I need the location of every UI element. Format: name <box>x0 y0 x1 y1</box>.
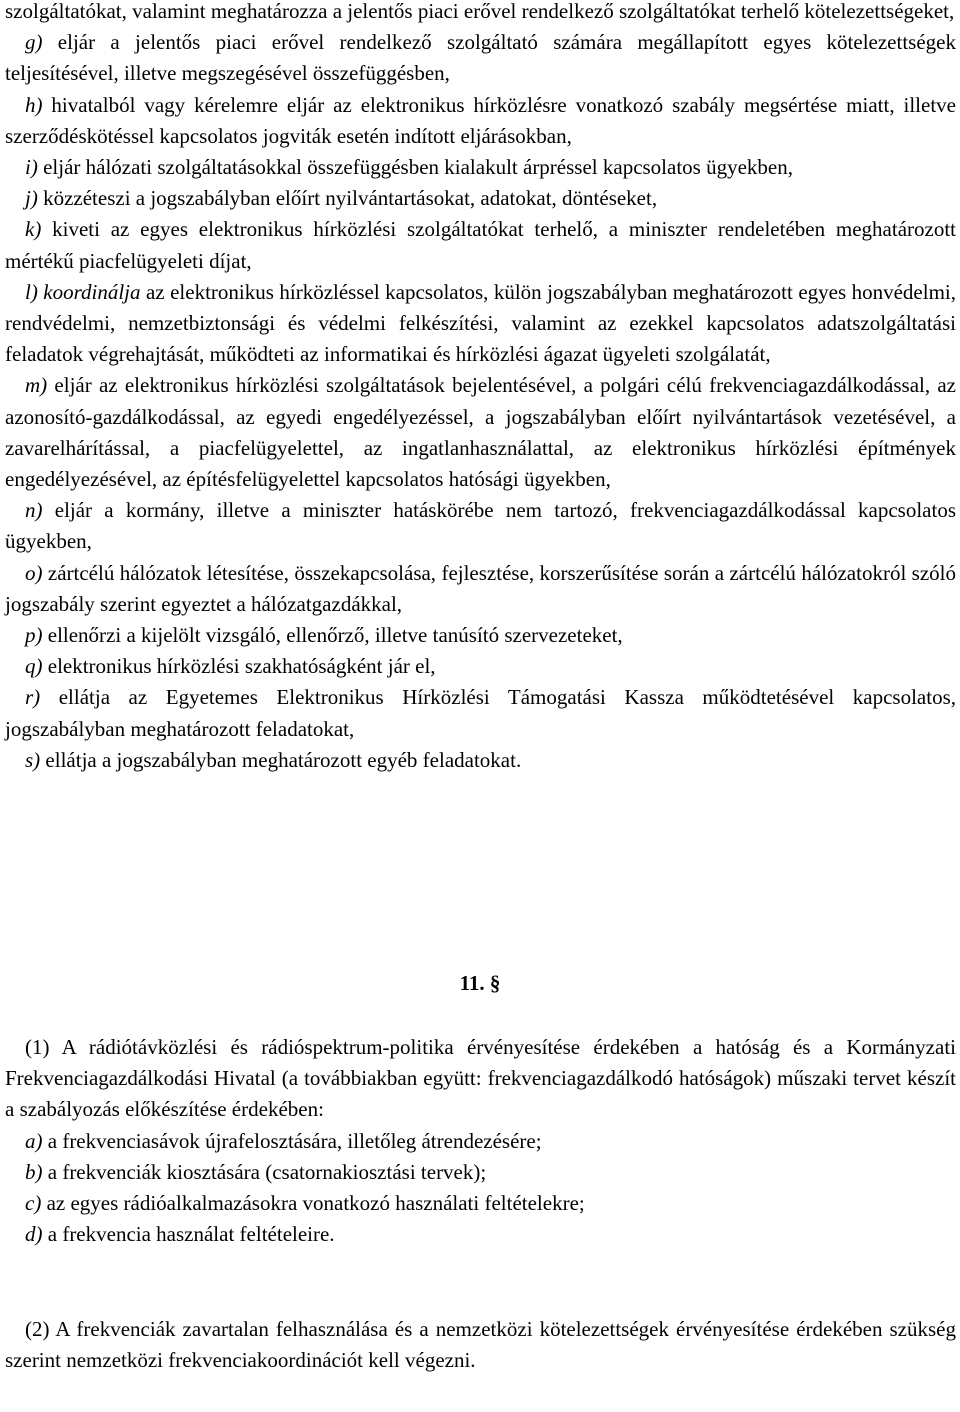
item-label: l) koordinálja <box>25 279 141 304</box>
section-number: 11. <box>459 971 485 995</box>
item-text: szolgáltatókat, valamint meghatározza a jelentős piaci erővel rendelkező szolgáltatókat terhelő kötelezettségeket, <box>5 0 955 23</box>
item-j <box>5 183 956 214</box>
item-text: az egyes rádióalkalmazásokra vonatkozó használati feltételekre; <box>41 1191 585 1216</box>
paragraph-1-item-c <box>5 1188 956 1219</box>
item-text: hivatalból vagy kérelemre eljár az elektronikus hírközlésre vonatkozó szabály megsértése miatt, illetve szerződéskötéssel kapcsolatos jogviták esetén indított eljárásokban, <box>5 92 956 148</box>
item-r <box>5 682 956 744</box>
item-text: az elektronikus hírközléssel kapcsolatos, külön jogszabályban meghatározott egyes honvédelmi, rendvédelmi, nemzetbiztonsági és védelmi felkészítési, valamint az ezekkel kapcsolatos adatszolgáltatási feladatok végrehajtását, működteti az informatikai és hírközlési ágazat ügyeleti szolgálatát, <box>5 279 956 367</box>
item-label: a) <box>25 1128 43 1153</box>
item-label: i) <box>25 155 38 180</box>
item-s <box>5 745 956 776</box>
item-text: zártcélú hálózatok létesítése, összekapcsolása, fejlesztése, korszerűsítése során a zártcélú hálózatokról szóló jogszabály szerint egyeztet a hálózatgazdákkal, <box>5 560 956 616</box>
item-text: eljár az elektronikus hírközlési szolgáltatások bejelentésével, a polgári célú frekvenciagazdálkodással, az azonosító-gazdálkodással, az egyedi engedélyezéssel, a jogszabályban előírt nyilvántartások vezetésével, a zavarelhárítással, a piacfelügyelettel, az ingatlanhasználattal, az elektronikus hírközlési építmények engedélyezésével, az építésfelügyelettel kapcsolatos hatósági ügyekben, <box>5 373 956 492</box>
item-label: s) <box>25 747 41 772</box>
item-label: p) <box>25 623 43 648</box>
item-label: c) <box>25 1191 42 1216</box>
paragraph-1-intro: (1) A rádiótávközlési és rádióspektrum-politika érvényesítése érdekében a hatóság és a Kormányzati Frekvenciagazdálkodási Hivatal (a továbbiakban együtt: frekvenciagazdálkodó hatóságok) műszaki tervet készít a szabályozás előkészítése érdekében: <box>5 1035 956 1122</box>
item-h <box>5 90 956 152</box>
item-label: d) <box>25 1222 43 1247</box>
item-q <box>5 651 956 682</box>
section-heading <box>0 968 960 999</box>
item-text: kiveti az egyes elektronikus hírközlési szolgáltatókat terhelő, a miniszter rendeletében meghatározott mértékű piacfelügyeleti díjat, <box>5 217 956 273</box>
item-label: m) <box>25 373 48 398</box>
continuation-block <box>5 0 956 776</box>
item-l <box>5 277 956 371</box>
item-text: ellenőrzi a kijelölt vizsgáló, ellenőrző, illetve tanúsító szervezeteket, <box>42 623 623 648</box>
item-text: eljár a kormány, illetve a miniszter hatáskörébe nem tartozó, frekvenciagazdálkodással kapcsolatos ügyekben, <box>5 498 956 554</box>
item-label: j) <box>25 186 38 211</box>
paragraph-1 <box>5 1032 956 1250</box>
item-text: a frekvenciák kiosztására (csatornakiosztási tervek); <box>42 1159 487 1184</box>
item-label: n) <box>25 498 43 523</box>
item-p <box>5 620 956 651</box>
item-text: ellátja a jogszabályban meghatározott egyéb feladatokat. <box>40 747 522 772</box>
item-g <box>5 27 956 89</box>
item-text: közzéteszi a jogszabályban előírt nyilvántartásokat, adatokat, döntéseket, <box>37 186 658 211</box>
paragraph-2-text: (2) A frekvenciák zavartalan felhasználása és a nemzetközi kötelezettségek érvényesítése érdekében szükség szerint nemzetközi frekvenciakoordinációt kell végezni. <box>5 1317 956 1373</box>
item-k <box>5 214 956 276</box>
item-i <box>5 152 956 183</box>
item-label: h) <box>25 92 43 117</box>
item-text: a frekvencia használat feltételeire. <box>42 1222 335 1247</box>
item-text: a frekvenciasávok újrafelosztására, illetőleg átrendezésére; <box>42 1128 542 1153</box>
item-label: o) <box>25 560 43 585</box>
item-n <box>5 495 956 557</box>
item-label: b) <box>25 1159 43 1184</box>
continuation-paragraph <box>5 0 956 27</box>
paragraph-1-item-a <box>5 1126 956 1157</box>
paragraph-2 <box>5 1314 956 1376</box>
paragraph-1-item-b <box>5 1157 956 1188</box>
paragraph-1-item-d <box>5 1219 956 1250</box>
item-text: eljár a jelentős piaci erővel rendelkező szolgáltató számára megállapított egyes kötelezettségek teljesítésével, illetve megszegésével összefüggésben, <box>5 30 956 86</box>
item-label: k) <box>25 217 42 242</box>
item-label: g) <box>25 30 43 55</box>
section-sign: § <box>489 971 501 995</box>
item-text: ellátja az Egyetemes Elektronikus Hírközlési Támogatási Kassza működtetésével kapcsolatos, jogszabályban meghatározott feladatokat, <box>5 685 956 741</box>
item-label: r) <box>25 685 41 710</box>
item-label: q) <box>25 654 43 679</box>
item-text: elektronikus hírközlési szakhatóságként jár el, <box>42 654 436 679</box>
item-text: eljár hálózati szolgáltatásokkal összefüggésben kialakult árpréssel kapcsolatos ügyekben, <box>37 155 793 180</box>
item-m <box>5 370 956 495</box>
item-o <box>5 558 956 620</box>
